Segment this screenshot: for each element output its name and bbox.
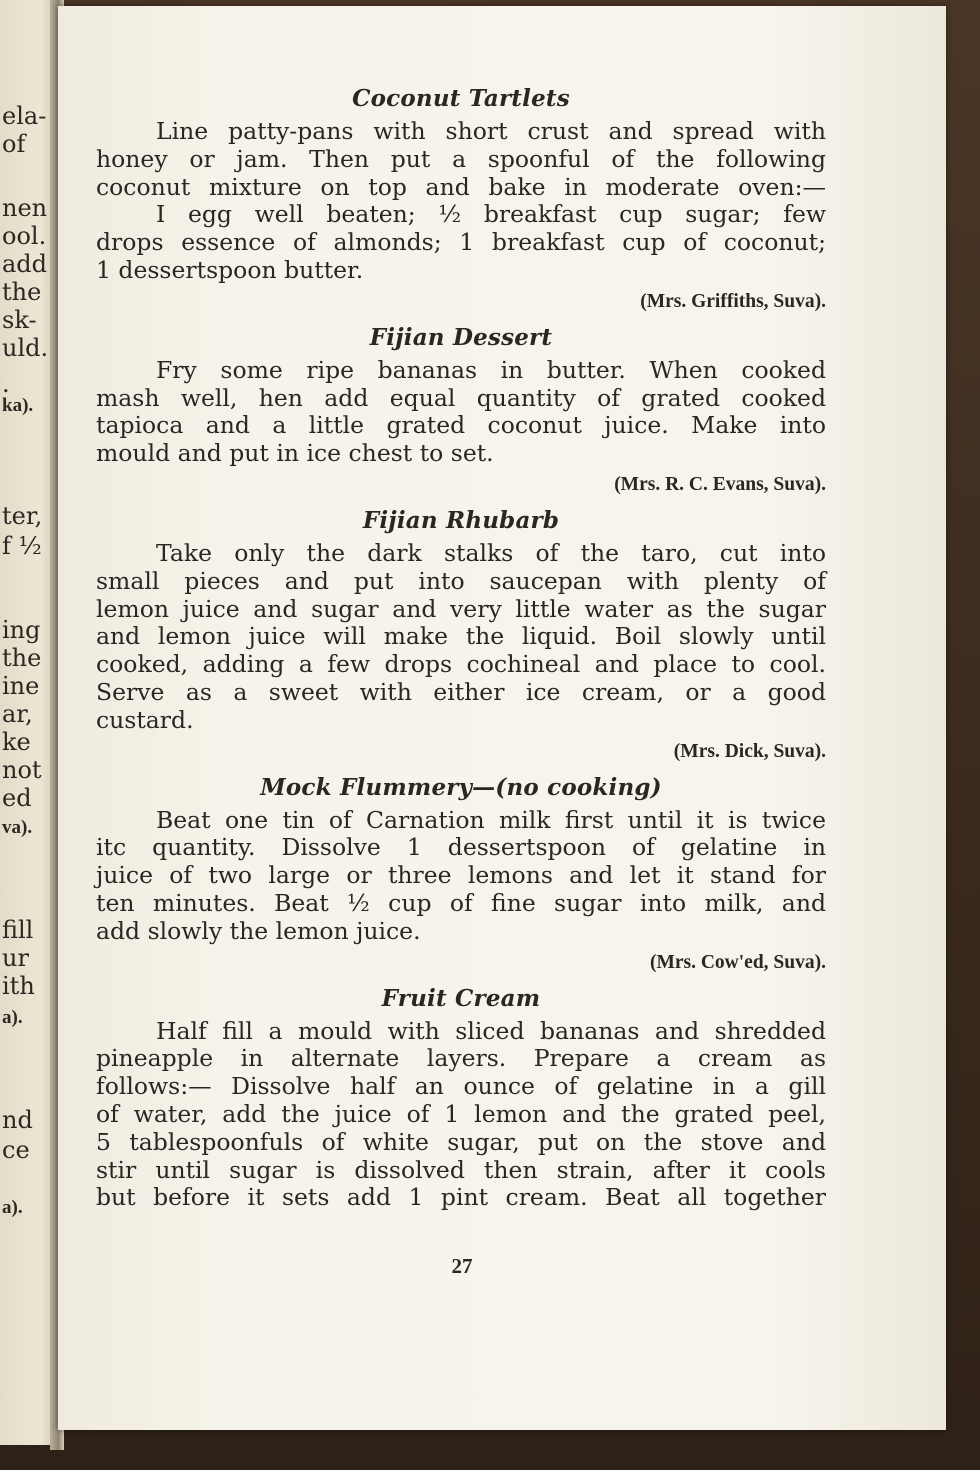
text-line: coconut mixture on top and bake in moderate oven:— — [96, 172, 826, 201]
text-line: cooked, adding a few drops cochineal and place to cool. — [96, 650, 826, 679]
book-page — [58, 6, 946, 1430]
text-line: follows:— Dissolve half an ounce of gelatine in a gill — [96, 1072, 826, 1101]
recipe-fruit-cream — [96, 984, 826, 1213]
text-line: mould and put in ice chest to set. — [96, 439, 494, 468]
recipe-title: Fijian Dessert — [369, 323, 553, 351]
recipe-coconut-tartlets — [96, 84, 826, 315]
recipe-title: Fruit Cream — [381, 984, 541, 1012]
facing-page-text-fragment: a). — [2, 1007, 23, 1028]
text-line: ten minutes. Beat ½ cup of fine sugar into milk, and — [96, 888, 826, 917]
text-line: 5 tablespoonfuls of white sugar, put on the stove and — [96, 1127, 826, 1156]
facing-page-text-fragment: ur — [2, 944, 29, 972]
recipe-fijian-dessert — [96, 323, 826, 498]
text-line: custard. — [96, 705, 194, 734]
facing-page-text-fragment: ela- — [2, 102, 47, 130]
text-line: Half fill a mould with sliced bananas and shredded — [156, 1016, 826, 1045]
recipe-credit: (Mrs. Griffiths, Suva). — [640, 290, 826, 312]
text-line: drops essence of almonds; 1 breakfast cup of coconut; — [96, 228, 826, 257]
facing-page-text-fragment: the — [2, 278, 42, 306]
facing-page-text-fragment: sk- — [2, 306, 37, 334]
recipe-fijian-rhubarb — [96, 506, 826, 765]
recipe-title: Mock Flummery—(no cooking) — [260, 773, 662, 801]
text-line: and lemon juice will make the liquid. Boil slowly until — [96, 622, 826, 651]
facing-page-text-fragment: the — [2, 644, 42, 672]
facing-page-text-fragment: add — [2, 250, 48, 278]
text-line: Fry some ripe bananas in butter. When cooked — [156, 355, 826, 384]
recipe-body — [96, 1018, 826, 1213]
facing-page-text-fragment: f ½ — [2, 532, 42, 560]
recipe-credit: (Mrs. R. C. Evans, Suva). — [614, 473, 826, 495]
text-line: honey or jam. Then put a spoonful of the following — [96, 144, 826, 173]
facing-page-text-fragment: uld. — [2, 334, 49, 362]
recipe-body — [96, 118, 826, 285]
text-line: I egg well beaten; ½ breakfast cup sugar; few — [156, 200, 826, 229]
facing-page-text-fragment: ke — [2, 728, 31, 756]
facing-page-text-fragment: nen — [2, 194, 48, 222]
facing-page-text-fragment: . — [2, 370, 10, 398]
facing-page-text-fragment: fill — [2, 916, 34, 944]
recipe-title: Fijian Rhubarb — [362, 506, 560, 534]
facing-page-text-fragment: ter, — [2, 502, 43, 530]
text-line: Serve as a sweet with either ice cream, or a good — [96, 677, 826, 706]
text-line: itc quantity. Dissolve 1 dessertspoon of gelatine in — [96, 833, 826, 862]
text-line: mash well, hen add equal quantity of grated cooked — [96, 383, 826, 412]
recipe-title: Coconut Tartlets — [352, 85, 570, 112]
text-line: Take only the dark stalks of the taro, cut into — [156, 538, 826, 567]
text-line: Beat one tin of Carnation milk first until it is twice — [156, 805, 826, 834]
facing-page-text-fragment: not — [2, 756, 42, 784]
recipe-credit: (Mrs. Dick, Suva). — [673, 740, 826, 762]
text-line: of water, add the juice of 1 lemon and the grated peel, — [96, 1099, 826, 1128]
facing-page-text-fragment: a). — [2, 1197, 23, 1218]
recipe-body — [96, 540, 826, 735]
facing-page-text-fragment: va). — [2, 817, 33, 838]
facing-page-text-fragment: ar, — [2, 700, 33, 728]
text-line: lemon juice and sugar and very little water as the sugar — [96, 594, 826, 623]
page-content — [96, 84, 826, 1212]
facing-page-text-fragment: ce — [2, 1136, 30, 1164]
text-line: juice of two large or three lemons and let it stand for — [96, 861, 826, 890]
facing-page-text-fragment: ool. — [2, 222, 47, 250]
page-number: 27 — [451, 1254, 473, 1278]
facing-page-text-fragment: ing — [2, 616, 41, 644]
text-line: add slowly the lemon juice. — [96, 916, 421, 945]
text-line: pineapple in alternate layers. Prepare a cream as — [96, 1044, 826, 1073]
recipe-mock-flummery — [96, 773, 826, 976]
facing-page-text-fragment: ith — [2, 972, 35, 1000]
facing-page-text-fragment: ine — [2, 672, 40, 700]
facing-page-text-fragment: of — [2, 130, 26, 158]
recipe-body — [96, 807, 826, 946]
text-line: but before it sets add 1 pint cream. Beat all together — [96, 1183, 826, 1212]
text-line: stir until sugar is dissolved then strain, after it cools — [96, 1155, 826, 1184]
text-line: Line patty-pans with short crust and spread with — [156, 117, 826, 145]
text-line: small pieces and put into saucepan with plenty of — [96, 566, 826, 595]
facing-page-text-fragment: ka). — [2, 395, 34, 416]
recipe-body — [96, 357, 826, 468]
text-line: tapioca and a little grated coconut juice. Make into — [96, 411, 826, 440]
recipe-credit: (Mrs. Cow'ed, Suva). — [649, 951, 826, 973]
text-line: 1 dessertspoon butter. — [96, 255, 364, 284]
facing-page-text-fragment: nd — [2, 1106, 33, 1134]
facing-page-text-fragment: ed — [2, 784, 32, 812]
